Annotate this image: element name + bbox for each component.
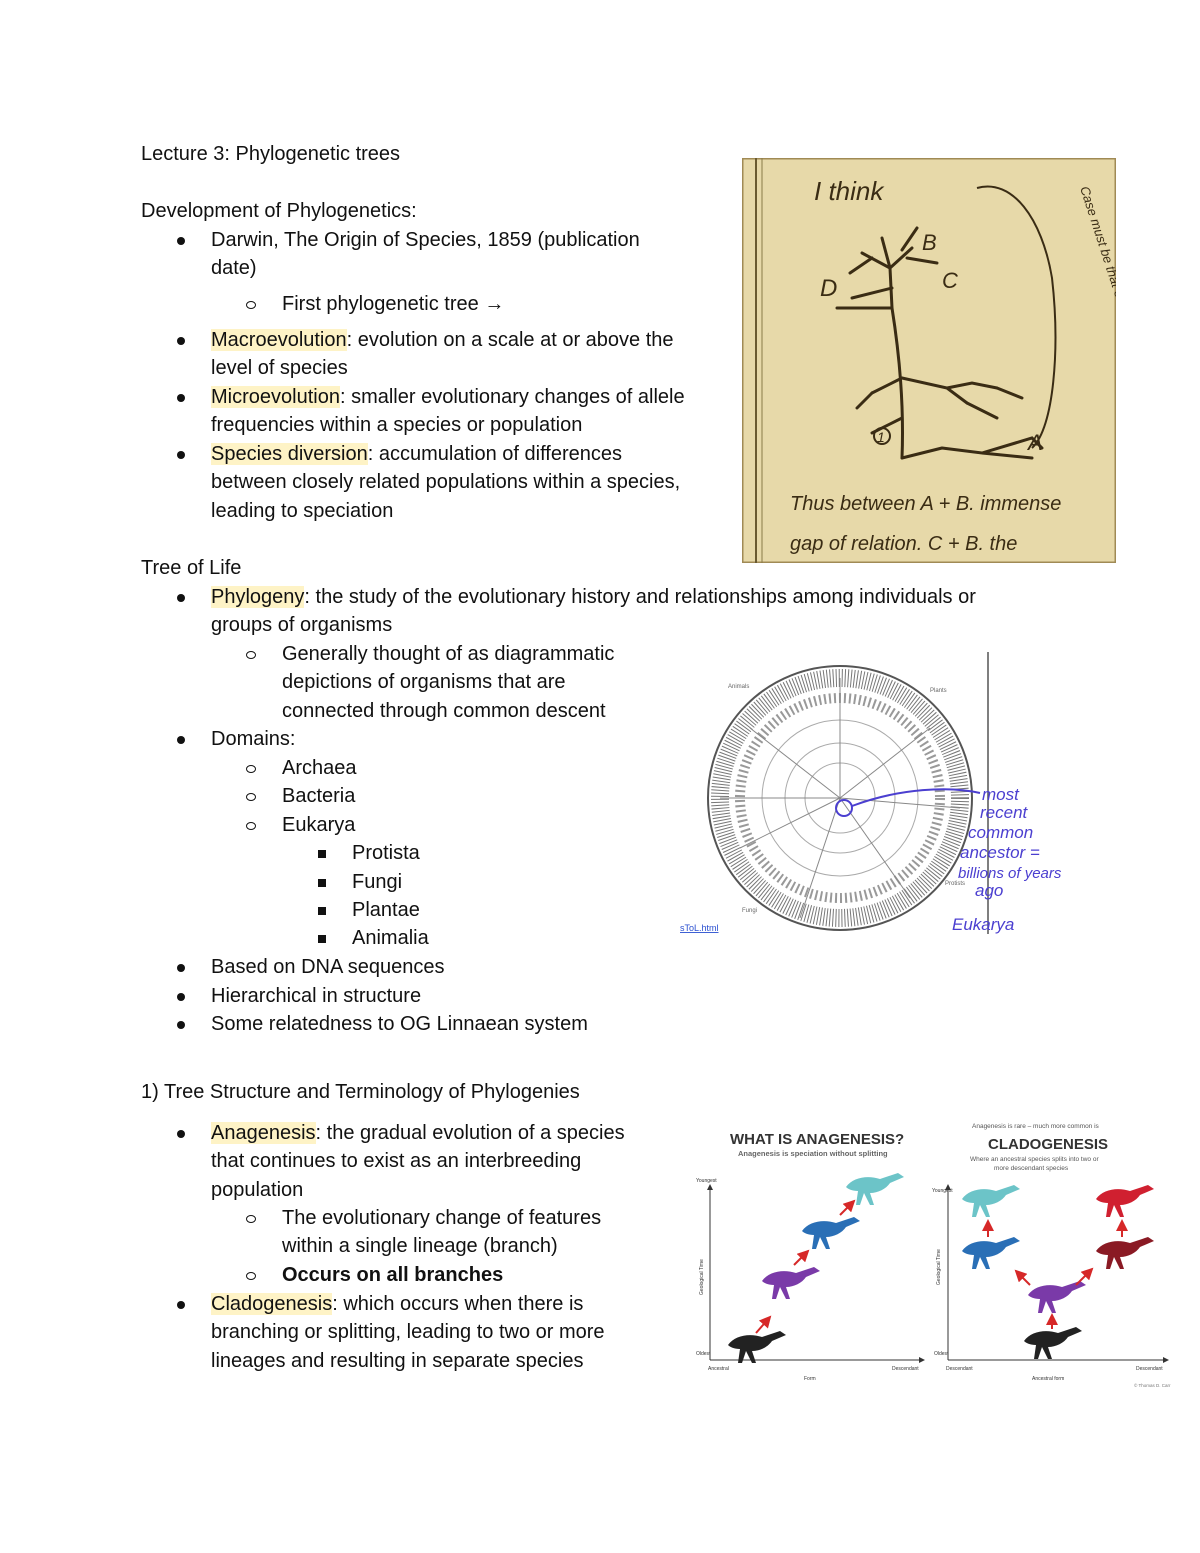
tol-label-animals: Animals [728, 684, 750, 690]
sketch-letter-c: C [942, 268, 958, 293]
anagenesis-title: WHAT IS ANAGENESIS? [730, 1131, 905, 1148]
cladogenesis-item [211, 1290, 583, 1319]
tol-label-fungi: Fungi [742, 908, 758, 914]
bullet-icon [177, 993, 185, 1001]
circle-bullet-icon [246, 1215, 256, 1223]
phylogeny-term: Phylogeny [211, 586, 305, 608]
species-diversion-line-3: leading to speciation [211, 500, 394, 522]
evo-change-line-2: within a single lineage (branch) [282, 1235, 558, 1257]
sketch-letter-a: A [1028, 430, 1043, 455]
domains-item: Domains: [211, 728, 296, 750]
dino-blue-icon [802, 1217, 860, 1249]
bullet-icon [177, 1130, 185, 1138]
mrca-note-line-1: most [982, 785, 1019, 804]
microevolution-item [211, 383, 685, 412]
species-diversion-item [211, 440, 622, 469]
cladogenesis-def: : which occurs when there is [332, 1293, 584, 1315]
microevolution-def: : smaller evolutionary changes of allele [339, 386, 685, 408]
square-bullet-icon [318, 850, 326, 858]
macroevolution-def: : evolution on a scale at or above the [346, 329, 674, 351]
circle-bullet-icon [246, 765, 256, 773]
plantae-item: Plantae [352, 899, 420, 921]
ana-form-label: Form [804, 1376, 816, 1382]
square-bullet-icon [318, 879, 326, 887]
tol-link[interactable]: sToL.html [680, 923, 719, 933]
anagenesis-subtitle: Anagenesis is speciation without splitting [738, 1149, 888, 1158]
anagenesis-term: Anagenesis [211, 1122, 316, 1144]
mrca-note-line-6: ago [975, 881, 1004, 900]
bullet-icon [177, 594, 185, 602]
anagenesis-item [211, 1119, 625, 1148]
circle-bullet-icon [246, 822, 256, 830]
anagenesis-def: : the gradual evolution of a species [315, 1122, 625, 1144]
clado-oldest-label: Oldest [934, 1351, 949, 1357]
clado-note: Anagenesis is rare – much more common is [972, 1123, 1099, 1130]
dino-teal-icon [962, 1185, 1020, 1217]
bullet-icon [177, 237, 185, 245]
square-bullet-icon [318, 935, 326, 943]
bullet-icon [177, 451, 185, 459]
dino-teal-icon [846, 1173, 904, 1205]
clado-descendant-left-label: Descendant [946, 1366, 973, 1372]
bullet-icon [177, 1021, 185, 1029]
microevolution-line-2: frequencies within a species or population [211, 414, 583, 436]
red-arrow-icon [794, 1251, 808, 1265]
clado-youngest-label: Youngest [932, 1188, 953, 1194]
mrca-note-line-4: ancestor = [960, 843, 1040, 862]
dino-black-icon [1024, 1327, 1082, 1359]
mrca-note-line-3: common [968, 823, 1034, 842]
dino-purple-icon [1028, 1281, 1086, 1313]
dev-heading: Development of Phylogenetics: [141, 200, 417, 222]
red-arrow-icon [1076, 1269, 1092, 1285]
darwin-sketch-image [742, 158, 1116, 563]
generally-line-3: connected through common descent [282, 700, 606, 722]
circle-bullet-icon [246, 793, 256, 801]
animalia-item: Animalia [352, 927, 429, 949]
square-bullet-icon [318, 907, 326, 915]
linnaean-item: Some relatedness to OG Linnaean system [211, 1013, 588, 1035]
sketch-letter-d: D [820, 275, 838, 302]
generally-line-2: depictions of organisms that are [282, 671, 566, 693]
section1-heading: 1) Tree Structure and Terminology of Phylogenies [141, 1081, 580, 1103]
page-title: Lecture 3: Phylogenetic trees [141, 143, 401, 165]
ana-geo-time-label: Geological Time [699, 1259, 705, 1295]
first-tree-note: First phylogenetic tree → [282, 293, 505, 315]
cladogenesis-line-3: lineages and resulting in separate species [211, 1350, 584, 1372]
occurs-all-branches: Occurs on all branches [282, 1264, 504, 1286]
circle-bullet-icon [246, 651, 256, 659]
protista-item: Protista [352, 842, 420, 864]
dino-darkred-icon [1096, 1237, 1154, 1269]
cladogenesis-title: CLADOGENESIS [988, 1136, 1109, 1153]
cladogenesis-term: Cladogenesis [211, 1293, 333, 1315]
dino-purple-icon [762, 1267, 820, 1299]
dna-item: Based on DNA sequences [211, 956, 445, 978]
darwin-line-2: date) [211, 257, 257, 279]
bullet-icon [177, 337, 185, 345]
fungi-item: Fungi [352, 871, 403, 893]
ana-ancestral-label: Ancestral [708, 1366, 729, 1372]
sketch-bottom-line-1: Thus between A + B. immense [790, 493, 1062, 515]
clado-subtitle-line-1: Where an ancestral species splits into two or [970, 1156, 1099, 1163]
darwin-line-1: Darwin, The Origin of Species, 1859 (publication [211, 229, 640, 251]
ana-descendant-label: Descendant [892, 1366, 919, 1372]
bullet-icon [177, 736, 185, 744]
bullet-icon [177, 394, 185, 402]
clado-subtitle-line-2: more descendant species [994, 1165, 1069, 1172]
sketch-node-1: 1 [877, 429, 885, 445]
macroevolution-term: Macroevolution [211, 329, 347, 351]
eukarya-annotation: Eukarya [952, 915, 1015, 934]
sketch-bottom-line-2: gap of relation. C + B. the [790, 533, 1018, 555]
sketch-i-think: I think [814, 176, 884, 206]
circle-bullet-icon [246, 1272, 256, 1280]
red-arrow-icon [1016, 1271, 1030, 1285]
generally-line-1: Generally thought of as diagrammatic [282, 643, 615, 665]
evo-change-line-1: The evolutionary change of features [282, 1207, 602, 1229]
tree-of-life-image [680, 648, 1070, 938]
dino-black-icon [728, 1331, 786, 1363]
mrca-note-line-2: recent [980, 803, 1028, 822]
clado-descendant-right-label: Descendant [1136, 1366, 1163, 1372]
cladogenesis-line-2: branching or splitting, leading to two or more [211, 1321, 605, 1343]
microevolution-term: Microevolution [211, 386, 340, 408]
phylogeny-line-2: groups of organisms [211, 614, 393, 636]
phylogeny-item [211, 583, 976, 612]
archaea-item: Archaea [282, 757, 357, 779]
dino-red-icon [1096, 1185, 1154, 1217]
bacteria-item: Bacteria [282, 785, 356, 807]
eukarya-item: Eukarya [282, 814, 356, 836]
circle-bullet-icon [246, 301, 256, 309]
tol-heading: Tree of Life [141, 557, 242, 579]
anagenesis-line-3: population [211, 1179, 304, 1201]
hierarchical-item: Hierarchical in structure [211, 985, 422, 1007]
macroevolution-item [211, 326, 674, 355]
tol-label-protists: Protists [945, 881, 966, 887]
species-diversion-def: : accumulation of differences [367, 443, 622, 465]
red-arrow-icon [840, 1201, 854, 1215]
clado-geo-time-label: Geological Time [936, 1249, 942, 1285]
red-arrow-icon [756, 1317, 770, 1333]
anagenesis-cladogenesis-image [690, 1115, 1174, 1390]
phylogeny-def: : the study of the evolutionary history and relationships among individuals or [304, 586, 976, 608]
species-diversion-line-2: between closely related populations within a species, [211, 471, 681, 493]
dino-blue-icon [962, 1237, 1020, 1269]
anagenesis-line-2: that continues to exist as an interbreeding [211, 1150, 582, 1172]
sketch-letter-b: B [922, 230, 937, 255]
bullet-icon [177, 964, 185, 972]
mrca-note-line-5: billions of years [958, 865, 1062, 882]
species-diversion-term: Species diversion [211, 443, 368, 465]
bullet-icon [177, 1301, 185, 1309]
macroevolution-line-2: level of species [211, 357, 348, 379]
ana-youngest-label: Youngest [696, 1178, 717, 1184]
tol-label-plants: Plants [930, 688, 947, 694]
clado-ancestral-form-label: Ancestral form [1032, 1376, 1065, 1382]
ana-oldest-label: Oldest [696, 1351, 711, 1357]
clado-credit: © Thomas D. Carr [1134, 1383, 1171, 1388]
